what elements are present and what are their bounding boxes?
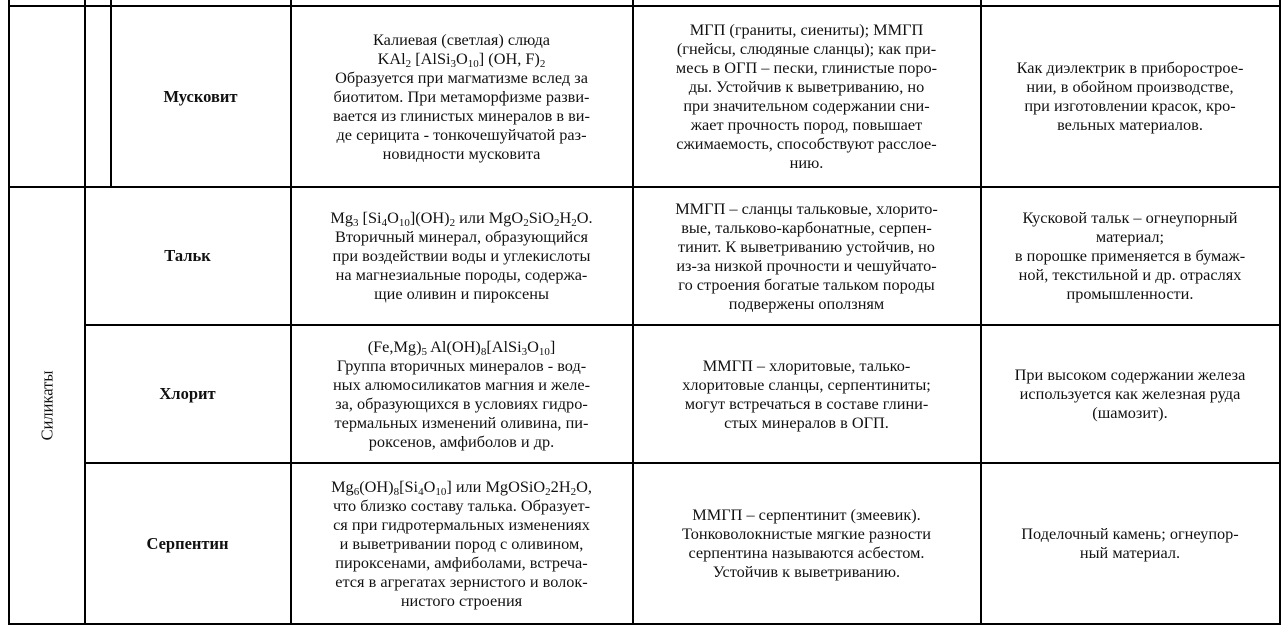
- description-line: новидности мусковита: [382, 143, 541, 163]
- mineral-name: Серпентин: [146, 533, 229, 553]
- usage-cell: [981, 187, 1279, 324]
- description-line: ется в агрегатах зернистого и волок-: [335, 571, 588, 591]
- description-line: Группа вторичных минералов - вод-: [336, 355, 587, 375]
- description-line: ных алюмосиликатов магния и желе-: [332, 374, 591, 394]
- usage-line: Как диэлектрик в приборострое-: [1016, 58, 1244, 77]
- description-line: термальных изменений оливина, пи-: [334, 412, 589, 432]
- occurrence-line: месь в ОГП – пески, глинистые поро-: [675, 58, 938, 77]
- occurrence-line: подвержены оползням: [728, 293, 885, 313]
- description-cell: [291, 463, 632, 623]
- mineral-name-cell: [111, 6, 290, 186]
- usage-line: Поделочный камень; огнеупор-: [1021, 524, 1239, 543]
- occurrence-line: вые, тальково-карбонатные, серпен-: [681, 217, 932, 237]
- occurrence-cell: [633, 6, 980, 186]
- description-line: Образуется при магматизме вслед за: [335, 67, 588, 87]
- description-cell: [291, 325, 632, 462]
- usage-line: вельных материалов.: [1057, 115, 1203, 134]
- usage-line: ный материал.: [1079, 543, 1181, 562]
- description-cell: [291, 187, 632, 324]
- description-line: вается из глинистых минералов в ви-: [333, 105, 590, 125]
- occurrence-line: при значительном содержании сни-: [683, 96, 930, 115]
- occurrence-line: ММГП – хлоритовые, талько-: [702, 355, 911, 375]
- occurrence-line: тинит. К выветриванию устойчив, но: [678, 236, 935, 256]
- occurrence-line: ММГП – сланцы тальковые, хлорито-: [675, 198, 938, 218]
- usage-line: материал;: [1095, 227, 1165, 246]
- mineral-name-cell: [85, 463, 290, 623]
- occurrence-line: хлоритовые сланцы, серпентиниты;: [682, 374, 931, 394]
- occurrence-line: нию.: [789, 153, 824, 172]
- occurrence-line: ММГП – серпентинит (змеевик).: [692, 505, 921, 524]
- usage-line: в порошке применяется в бумаж-: [1014, 246, 1246, 265]
- rule-bottom: [8, 623, 1280, 625]
- description-line: за, образующихся в условиях гидро-: [335, 393, 588, 413]
- description-line: биотитом. При метаморфизме разви-: [333, 86, 590, 106]
- occurrence-line: (гнейсы, слюдяные сланцы); как при-: [676, 39, 937, 58]
- description-line: при воздействии воды и углекислоты: [332, 246, 591, 265]
- rule-col-5: [1279, 0, 1281, 625]
- mineral-name-cell: [85, 325, 290, 462]
- description-title: Калиевая (светлая) слюда: [372, 29, 551, 49]
- occurrence-line: го строения богатые тальком породы: [678, 274, 935, 294]
- occurrence-line: жает прочность пород, повышает: [690, 115, 923, 134]
- description-formula: KAl$_2$ $[AlSi_3O_{10}]$ (OH, $F)_2$: [377, 48, 546, 70]
- description-line: на магнезиальные породы, содержа-: [335, 265, 588, 284]
- description-formula: $Mg_6(OH)_8[Si_4O_{10}]$ или $MgOSiO_22H_2O$,: [331, 476, 592, 498]
- description-line: роксенов, амфиболов и др.: [368, 431, 555, 451]
- description-line: Вторичный минерал, образующийся: [335, 227, 588, 246]
- occurrence-line: из-за низкой прочности и чешуйчато-: [676, 255, 937, 275]
- description-formula: $(Fe,Mg)_5$ $Al(OH)_8[AlSi_3O_{10}]$: [367, 336, 556, 358]
- usage-line: ной, текстильной и др. отраслях: [1018, 265, 1242, 284]
- usage-line: Кусковой тальк – огнеупорный: [1022, 208, 1238, 227]
- occurrence-line: сжимаемость, способствуют расслое-: [676, 134, 937, 153]
- occurrence-cell: [633, 325, 980, 462]
- description-line: и выветривании пород с оливином,: [339, 533, 584, 553]
- description-line: нистого строения: [400, 590, 523, 610]
- description-line: пироксенами, амфиболами, встреча-: [335, 552, 588, 572]
- occurrence-line: МГП (граниты, сиениты); ММГП: [689, 20, 924, 39]
- usage-line: промышленности.: [1066, 284, 1194, 303]
- occurrence-line: серпентина называются асбестом.: [688, 543, 925, 562]
- occurrence-cell: [633, 463, 980, 623]
- mineral-name: Мусковит: [163, 86, 238, 106]
- occurrence-line: стых минералов в ОГП.: [724, 412, 889, 432]
- usage-line: используется как железная руда: [1019, 384, 1241, 403]
- usage-line: (шамозит).: [1092, 403, 1168, 422]
- occurrence-line: ды. Устойчив к выветриванию, но: [688, 77, 925, 96]
- description-line: де серицита - тонкочешуйчатой раз-: [336, 124, 587, 144]
- occurrence-line: могут встречаться в составе глини-: [684, 393, 929, 413]
- description-line: ся при гидротермальных изменениях: [333, 514, 590, 534]
- description-line: щие оливин и пироксены: [374, 284, 549, 303]
- usage-line: При высоком содержании железа: [1014, 365, 1246, 384]
- occurrence-cell: [633, 187, 980, 324]
- usage-cell: [981, 325, 1279, 462]
- usage-cell: [981, 6, 1279, 186]
- mineral-name: Хлорит: [159, 384, 216, 403]
- description-cell: [291, 6, 632, 186]
- mineral-name: Тальк: [164, 246, 211, 265]
- description-line: что близко составу талька. Образует-: [332, 495, 591, 515]
- group-label: Силикаты: [36, 370, 56, 440]
- occurrence-line: Тонковолокнистые мягкие разности: [682, 524, 931, 543]
- mineral-name-cell: [85, 187, 290, 324]
- group-cell: [9, 187, 84, 623]
- usage-cell: [981, 463, 1279, 623]
- description-formula: $Mg_3$ $[Si_4O_{10}](OH)_2$ или $MgO_2SiO_2H_2O$.: [330, 208, 593, 229]
- usage-line: нии, в обойном производстве,: [1026, 77, 1234, 96]
- usage-line: при изготовлении красок, кро-: [1024, 96, 1236, 115]
- occurrence-line: Устойчив к выветриванию.: [712, 562, 901, 581]
